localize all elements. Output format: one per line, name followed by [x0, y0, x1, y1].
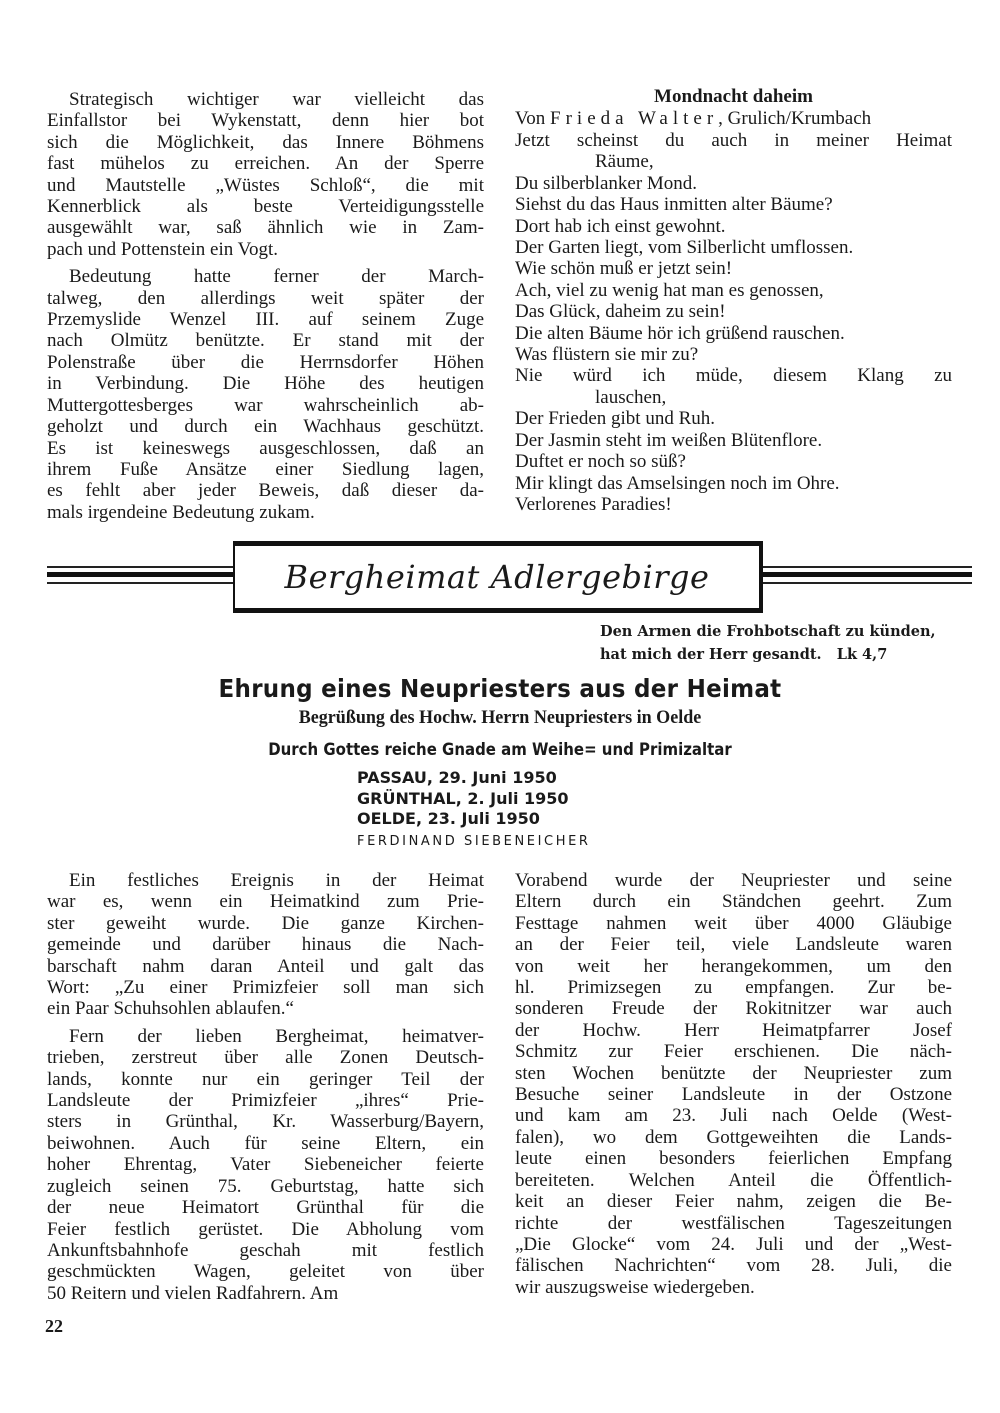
text-line: Bedeutung hatte ferner der March- [69, 266, 484, 288]
text-line: Muttergottesberges war wahrscheinlich ab- [47, 394, 484, 416]
top-left-column [47, 89, 484, 523]
text-line: barschaft nahm daran Anteil und galt das [47, 955, 484, 977]
text-line: war es, wenn ein Heimatkind zum Prie- [47, 891, 484, 913]
verse-line: Duftet er noch so süß? [515, 451, 686, 473]
text-line: keit an dieser Feier nahm, zeigen die Be- [515, 1191, 952, 1213]
text-line: falen), wo dem Gottgeweihten die Lands- [515, 1126, 952, 1148]
text-line: Ankunftsbahnhofe geschah mit festlich [47, 1239, 484, 1261]
text-line: trieben, zerstreut über alle Zonen Deutsch- [47, 1047, 484, 1069]
text-line: 50 Reitern und vielen Radfahrern. Am [47, 1282, 339, 1304]
section-banner: Bergheimat Adlergebirge [233, 541, 763, 613]
article-subtitle-2: Durch Gottes reiche Gnade am Weihe= und Primizaltar [268, 740, 732, 760]
text-line: geschmückten Wagen, geleitet von über [47, 1261, 484, 1283]
epigraph [600, 620, 952, 666]
verse-line: Mir klingt das Amselsingen noch im Ohre. [515, 472, 840, 494]
text-line: der Hochw. Herr Heimatpfarrer Josef [515, 1019, 952, 1041]
text-line: talweg, den allerdings weit später der [47, 287, 484, 309]
text-line: sich die Möglichkeit, das Innere Böhmens [47, 131, 484, 153]
text-line: ein Paar Schuhsohlen ablaufen.“ [47, 998, 294, 1020]
text-line: und kam am 23. Juli nach Oelde (West- [515, 1105, 952, 1127]
text-line: „Die Glocke“ vom 24. Juli und der „West- [515, 1233, 952, 1255]
epigraph-line [600, 643, 952, 666]
text-line: hoher Ehrentag, Vater Siebeneicher feierte [47, 1154, 484, 1176]
text-line: geholzt und durch ein Wachhaus geschützt. [47, 416, 484, 438]
date-line: OELDE, 23. Juli 1950 [357, 809, 540, 828]
verse-line: Ach, viel zu wenig hat man es genossen, [515, 279, 824, 301]
text-line: mals irgendeine Bedeutung zukam. [47, 501, 315, 523]
article-left-column [47, 870, 484, 1304]
text-line: zugleich seinen 75. Geburtstag, hatte sich [47, 1175, 484, 1197]
author-name: Frieda Walter [550, 108, 719, 129]
verse-line: Jetzt scheinst du auch in meiner Heimat [515, 130, 952, 151]
banner-rule-right [763, 566, 972, 584]
text-line: Es ist keineswegs ausgeschlossen, daß an [47, 437, 484, 459]
poem-verses [515, 130, 952, 515]
verse-line: Was flüstern sie mir zu? [515, 344, 699, 366]
verse-line: Der Garten liegt, vom Silberlicht umflossen. [515, 237, 854, 259]
epigraph-reference: Lk 4,7 [836, 646, 888, 663]
verse-line: lauschen, [595, 386, 667, 408]
text-line: leute einen besonders feierlichen Empfang [515, 1148, 952, 1170]
article-title: Ehrung eines Neupriesters aus der Heimat [218, 674, 782, 703]
verse-line: Dort hab ich einst gewohnt. [515, 215, 726, 237]
text-line: gemeinde und darüber hinaus die Nach- [47, 934, 484, 956]
verse-line: Die alten Bäume hör ich grüßend rauschen. [515, 322, 845, 344]
article-dates [357, 768, 569, 830]
author-prefix: Von [515, 108, 546, 129]
text-line: ausgewählt war, saß ähnlich wie in Zam- [47, 217, 484, 239]
text-line: bereiteten. Welchen Anteil die Öffentlich- [515, 1169, 952, 1191]
text-line: von weit her herangekommen, um den [515, 955, 952, 977]
text-line: Besuche seiner Landsleute in der Ostzone [515, 1084, 952, 1106]
text-line: lands, konnte nur ein geringer Teil der [47, 1068, 484, 1090]
text-line: ihrem Fuße Ansätze einer Siedlung lagen, [47, 458, 484, 480]
text-line: in Verbindung. Die Höhe des heutigen [47, 373, 484, 395]
text-line: wir auszugsweise wiedergeben. [515, 1276, 755, 1298]
verse-line: Räume, [595, 151, 654, 173]
epigraph-text: hat mich der Herr gesandt. [600, 646, 822, 663]
text-line: sters in Grünthal, Kr. Wasserburg/Bayern, [47, 1111, 484, 1133]
text-line: der neue Heimatort Grünthal für die [47, 1197, 484, 1219]
text-line: Einfallstor bei Wykenstatt, denn hier bot [47, 110, 484, 132]
text-line: Landsleute der Primizfeier „ihres“ Prie- [47, 1090, 484, 1112]
verse-line: Wie schön muß er jetzt sein! [515, 258, 733, 280]
author-place: , Grulich/Krumbach [718, 108, 872, 129]
text-line: Feier festlich gerüstet. Die Abholung vom [47, 1218, 484, 1240]
text-line: Vorabend wurde der Neupriester und seine [515, 870, 952, 891]
text-line: und Mautstelle „Wüstes Schloß“, die mit [47, 174, 484, 196]
text-line: Eltern durch ein Ständchen geehrt. Zum [515, 891, 952, 913]
poem-author [515, 108, 952, 130]
text-line: ster geweiht wurde. Die ganze Kirchen- [47, 912, 484, 934]
banner-rule-left [47, 566, 233, 584]
text-line: richte der westfälischen Tageszeitungen [515, 1212, 952, 1234]
poem [515, 86, 952, 515]
date-line: GRÜNTHAL, 2. Juli 1950 [357, 788, 569, 808]
text-line: fälischen Nachrichten“ vom 28. Juli, die [515, 1255, 952, 1277]
verse-line: Nie würd ich müde, diesem Klang zu [515, 365, 952, 387]
text-line: hl. Primizsegen zu empfangen. Zur be- [515, 977, 952, 999]
article-right-column [515, 870, 952, 1298]
verse-line: Der Jasmin steht im weißen Blütenflore. [515, 429, 823, 451]
text-line: Wort: „Zu einer Primizfeier soll man sich [47, 977, 484, 999]
text-line: Schmitz zur Feier erschienen. Die näch- [515, 1041, 952, 1063]
text-line: nach Olmütz benützte. Er stand mit der [47, 330, 484, 352]
text-line: pach und Pottenstein ein Vogt. [47, 238, 278, 260]
verse-line: Der Frieden gibt und Ruh. [515, 408, 716, 430]
text-line: Polenstraße über die Herrnsdorfer Höhen [47, 351, 484, 373]
text-line: sonderen Freude der Rokitnitzer war auch [515, 998, 952, 1020]
verse-line: Du silberblanker Mond. [515, 172, 698, 194]
text-line: Strategisch wichtiger war vielleicht das [69, 89, 484, 110]
text-line: Ein festliches Ereignis in der Heimat [69, 870, 484, 891]
text-line: fast mühelos zu erreichen. An der Sperre [47, 153, 484, 175]
text-line: es fehlt aber jeder Beweis, daß dieser da- [47, 480, 484, 502]
text-line: Kennerblick als beste Verteidigungsstelle [47, 196, 484, 218]
verse-line: Das Glück, daheim zu sein! [515, 301, 726, 323]
article-subtitle: Begrüßung des Hochw. Herrn Neupriesters in Oelde [298, 707, 702, 728]
article-byline: FERDINAND SIEBENEICHER [357, 834, 591, 849]
text-line: an der Feier teil, viele Landsleute waren [515, 934, 952, 956]
verse-line: Verlorenes Paradies! [515, 493, 672, 515]
text-line: Fern der lieben Bergheimat, heimatver- [69, 1025, 484, 1047]
page-number: 22 [45, 1316, 63, 1336]
poem-title: Mondnacht daheim [654, 86, 813, 107]
text-line: Festtage nahmen weit über 4000 Gläubige [515, 912, 952, 934]
text-line: sten Wochen benützte der Neupriester zum [515, 1062, 952, 1084]
epigraph-line: Den Armen die Frohbotschaft zu künden, [600, 623, 936, 640]
verse-line: Siehst du das Haus inmitten alter Bäume? [515, 194, 833, 216]
text-line: beiwohnen. Auch für seine Eltern, ein [47, 1132, 484, 1154]
date-line: PASSAU, 29. Juni 1950 [357, 768, 557, 787]
text-line: Przemyslide Wenzel III. auf seinem Zuge [47, 309, 484, 331]
